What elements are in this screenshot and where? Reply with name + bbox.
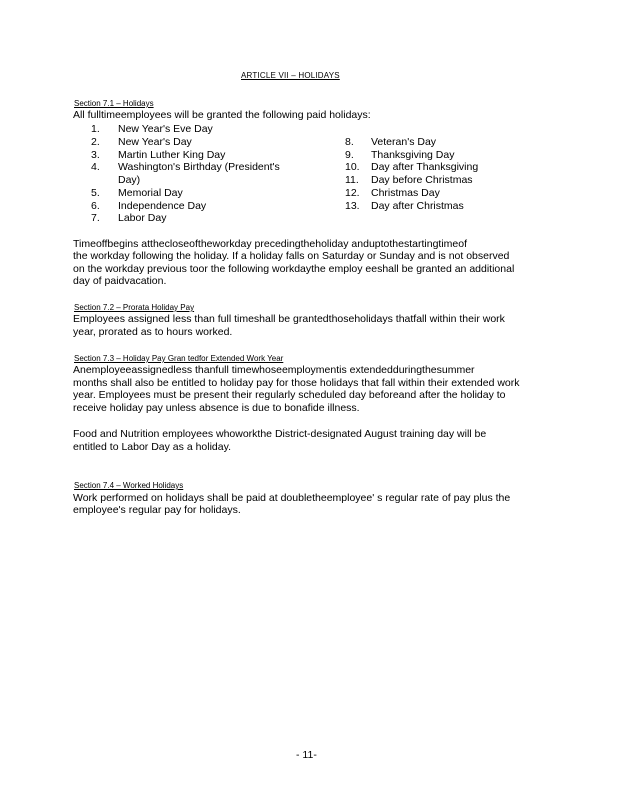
paragraph-line: year. Employees must be present their regularly scheduled day beforeand after the holiday to xyxy=(73,389,506,401)
section-7-1-intro: All fulltimeemployees will be granted the following paid holidays: xyxy=(73,109,371,121)
list-item-number: 1. xyxy=(91,123,100,135)
list-item-number: 11. xyxy=(345,174,359,186)
paragraph-line: Work performed on holidays shall be paid at doubletheemployee' s regular rate of pay plus the xyxy=(73,492,511,504)
list-item: Veteran's Day xyxy=(371,136,437,148)
list-item-number: 7. xyxy=(91,212,100,224)
list-item-number: 12. xyxy=(345,187,360,199)
paragraph-line: entitled to Labor Day as a holiday. xyxy=(73,441,231,453)
paragraph-line: months shall also be entitled to holiday pay for those holidays that fall within their extended work xyxy=(73,377,520,389)
paragraph-line: Food and Nutrition employees whoworkthe District-designated August training day will be xyxy=(73,428,487,440)
list-item: Day after Christmas xyxy=(371,200,464,212)
list-item: Christmas Day xyxy=(371,187,440,199)
section-7-2-heading: Section 7.2 – Prorata Holiday Pay xyxy=(74,303,195,312)
list-item-number: 10. xyxy=(345,161,360,173)
list-item: Day before Christmas xyxy=(371,174,473,186)
list-item-number: 13. xyxy=(345,200,360,212)
list-item: Independence Day xyxy=(118,200,207,212)
section-7-4-heading: Section 7.4 – Worked Holidays xyxy=(74,481,184,490)
list-item: Washington's Birthday (President's xyxy=(118,161,280,173)
list-item: Thanksgiving Day xyxy=(371,149,455,161)
list-item-number: 8. xyxy=(345,136,354,148)
paragraph-line: employee's regular pay for holidays. xyxy=(73,504,241,516)
paragraph-line: year, prorated as to hours worked. xyxy=(73,326,233,338)
list-item-number: 2. xyxy=(91,136,100,148)
section-7-3-heading: Section 7.3 – Holiday Pay Gran tedfor Extended Work Year xyxy=(74,354,284,363)
list-item: Memorial Day xyxy=(118,187,183,199)
list-item: Martin Luther King Day xyxy=(118,149,226,161)
page-number: - 11- xyxy=(296,749,317,761)
list-item-number: 4. xyxy=(91,161,100,173)
list-item-continuation: Day) xyxy=(118,174,141,186)
paragraph-line: receive holiday pay unless absence is due to bonafide illness. xyxy=(73,402,360,414)
list-item: Labor Day xyxy=(118,212,167,224)
article-title: ARTICLE VII – HOLIDAYS xyxy=(241,71,340,80)
paragraph-line: Anemployeeassignedless thanfull timewhoseemploymentis extendedduringthesummer xyxy=(73,364,475,376)
section-7-1-heading: Section 7.1 – Holidays xyxy=(74,99,154,108)
list-item-number: 6. xyxy=(91,200,100,212)
paragraph-line: Employees assigned less than full timeshall be grantedthoseholidays thatfall within their work xyxy=(73,313,505,325)
paragraph-line: Timeoffbegins atthecloseoftheworkday precedingtheholiday anduptothestartingtimeof xyxy=(73,238,468,250)
list-item: New Year's Day xyxy=(118,136,192,148)
list-item-number: 3. xyxy=(91,149,100,161)
paragraph-line: on the workday previous toor the following workdaythe employ eeshall be granted an additional xyxy=(73,263,515,275)
paragraph-line: day of paidvacation. xyxy=(73,275,167,287)
list-item: Day after Thanksgiving xyxy=(371,161,479,173)
list-item-number: 5. xyxy=(91,187,100,199)
list-item-number: 9. xyxy=(345,149,354,161)
paragraph-line: the workday following the holiday. If a holiday falls on Saturday or Sunday and is not observed xyxy=(73,250,510,262)
list-item: New Year's Eve Day xyxy=(118,123,213,135)
